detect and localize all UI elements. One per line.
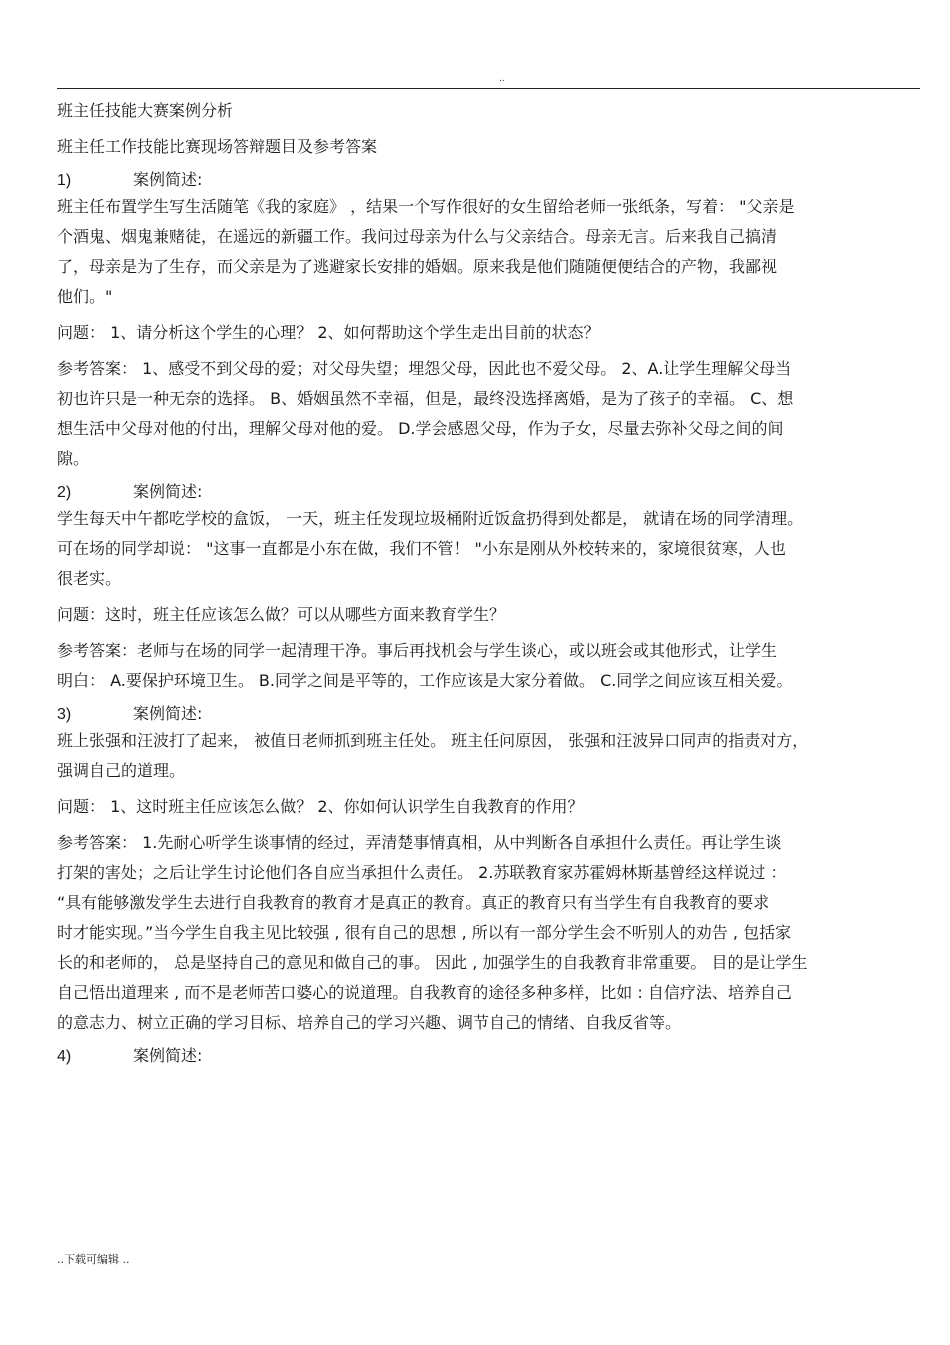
answer-line: 隙。 <box>57 449 90 468</box>
answer-line: 打架的害处；之后让学生讨论他们各自应当承担什么责任。 2.苏联教育家苏霍姆林斯基曾经这样说过 ： <box>57 863 787 882</box>
document-title: 班主任技能大赛案例分析 <box>57 101 234 120</box>
case-body-line: 班主任布置学生写生活随笔《我的家庭》 ，结果一个写作很好的女生留给老师一张纸条，写着： "父亲是 <box>57 197 795 216</box>
header-mark: .. <box>499 74 505 84</box>
case-section <box>57 702 920 1038</box>
answer-line: “具有能够激发学生去进行自我教育的教育才是真正的教育。真正的教育只有当学生有自我教育的要求 <box>57 893 770 912</box>
case-number: 1) <box>57 172 72 189</box>
case-body-line: 学生每天中午都吃学校的盒饭， 一天，班主任发现垃圾桶附近饭盒扔得到处都是， 就请在场的同学清理。 <box>57 509 804 528</box>
case-body-line: 强调自己的道理。 <box>57 761 186 780</box>
answer-line: 参考答案：老师与在场的同学一起清理干净。事后再找机会与学生谈心，或以班会或其他形式，让学生 <box>57 641 778 660</box>
answer-line: 时才能实现。”当今学生自我主见比较强 , 很有自己的思想 , 所以有一部分学生会不听别人的劝告 , 包括家 <box>57 923 792 942</box>
question-line: 问题： 1、请分析这个学生的心理？ 2、如何帮助这个学生走出目前的状态？ <box>57 323 600 342</box>
case-body-line: 班上张强和汪波打了起来， 被值日老师抓到班主任处。 班主任问原因， 张强和汪波异口同声的指责对方， <box>57 731 809 750</box>
case-body-line: 可在场的同学却说： "这事一直都是小东在做，我们不管！ "小东是刚从外校转来的，家境很贫寒，人也 <box>57 539 786 558</box>
case-heading: 案例简述: <box>133 1046 203 1065</box>
case-header <box>57 480 920 504</box>
question-line: 问题：这时，班主任应该怎么做？可以从哪些方面来教育学生？ <box>57 605 506 624</box>
footer-text: ..下载可编辑 .. <box>57 1253 130 1266</box>
case-body-line: 很老实。 <box>57 569 122 588</box>
case-header <box>57 1044 920 1068</box>
answer-line: 明白： A.要保护环境卫生。 B.同学之间是平等的，工作应该是大家分着做。 C.同学之间应该互相关爱。 <box>57 671 793 690</box>
header-rule <box>57 88 920 89</box>
case-section <box>57 1044 920 1068</box>
answer-line: 初也许只是一种无奈的选择。 B、婚姻虽然不幸福，但是，最终没选择离婚，是为了孩子的幸福。 C、想 <box>57 389 794 408</box>
case-header <box>57 702 920 726</box>
question-line: 问题： 1、这时班主任应该怎么做？ 2、你如何认识学生自我教育的作用？ <box>57 797 584 816</box>
case-number: 2) <box>57 484 72 501</box>
case-body-line: 个酒鬼、烟鬼兼赌徒，在遥远的新疆工作。我问过母亲为什么与父亲结合。母亲无言。后来我自己搞清 <box>57 227 778 246</box>
case-number: 3) <box>57 706 72 723</box>
answer-line: 长的和老师的， 总是坚持自己的意见和做自己的事。 因此 , 加强学生的自我教育非常重要。 目的是让学生 <box>57 953 808 972</box>
case-section <box>57 168 920 474</box>
case-body-line: 他们。" <box>57 287 113 306</box>
case-number: 4) <box>57 1048 72 1065</box>
answer-line: 自己悟出道理来 , 而不是老师苦口婆心的说道理。自我教育的途径多种多样，比如 : 自信疗法、培养自己 <box>57 983 792 1002</box>
case-section <box>57 480 920 696</box>
document-subtitle: 班主任工作技能比赛现场答辩题目及参考答案 <box>57 137 378 156</box>
answer-line: 想生活中父母对他的付出，理解父母对他的爱。 D.学会感恩父母，作为子女，尽量去弥补父母之间的间 <box>57 419 784 438</box>
case-header <box>57 168 920 192</box>
answer-line: 参考答案： 1.先耐心听学生谈事情的经过，弄清楚事情真相，从中判断各自承担什么责任。再让学生谈 <box>57 833 782 852</box>
answer-line: 的意志力、树立正确的学习目标、培养自己的学习兴趣、调节自己的情绪、自我反省等。 <box>57 1013 682 1032</box>
case-heading: 案例简述: <box>133 170 203 189</box>
case-body-line: 了，母亲是为了生存，而父亲是为了逃避家长安排的婚姻。原来我是他们随随便便结合的产物，我鄙视 <box>57 257 778 276</box>
document-body <box>57 96 920 1068</box>
case-heading: 案例简述: <box>133 704 203 723</box>
answer-line: 参考答案： 1、感受不到父母的爱；对父母失望；埋怨父母，因此也不爱父母。 2、A.让学生理解父母当 <box>57 359 792 378</box>
case-list <box>57 168 920 1068</box>
case-heading: 案例简述: <box>133 482 203 501</box>
